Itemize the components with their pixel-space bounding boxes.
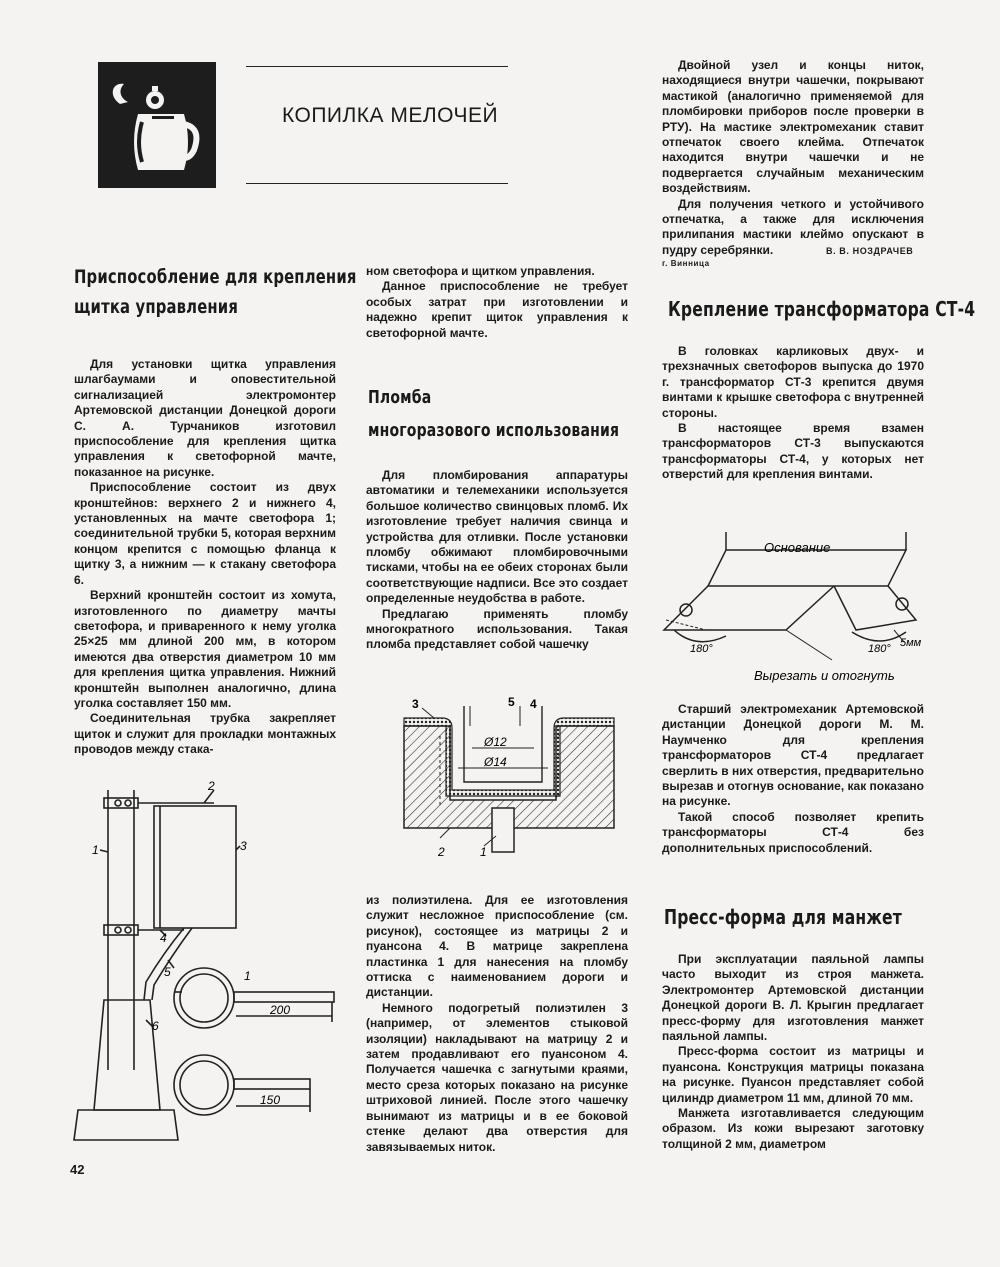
paragraph: Пресс-форма состоит из матрицы и пуансона. Конструкция матрицы показана на рисунке. Пуансон представляет собой цилиндр диаметром 11 мм, длиной 70 мм.: [662, 1044, 924, 1105]
figure-label: 6: [152, 1019, 159, 1033]
dimension-150: 150: [260, 1093, 281, 1107]
article2-body: [366, 468, 628, 653]
article4-title: Пресс-форма для манжет: [664, 905, 902, 929]
page-number: 42: [70, 1162, 85, 1177]
header-rule-top: [246, 66, 508, 67]
paragraph: Соединительная трубка закрепляет щиток и служит для прокладки монтажных проводов между стака-: [74, 711, 336, 757]
header-logo: [98, 62, 216, 188]
figure-label-angle: 180°: [868, 643, 891, 655]
article2-title-line1: Пломба: [368, 387, 432, 408]
paragraph: Такой способ позволяет крепить трансформаторы СТ-4 без дополнительных приспособлений.: [662, 809, 924, 855]
dimension-d14: Ø14: [484, 755, 507, 769]
figure-label: 5: [164, 965, 171, 979]
paragraph: При эксплуатации паяльной лампы часто выходит из строя манжета. Электромонтер Артемовской дистанции Донецкой дороги В. Л. Крыгин предлагает пресс-форму для изготовления манжет паяльной лампы.: [662, 952, 924, 1044]
figure-label: 4: [530, 697, 537, 711]
figure-label: 4: [160, 931, 167, 945]
paragraph: Приспособление состоит из двух кронштейнов: верхнего 2 и нижнего 4, установленных на мачте светофора 1; соединительной трубки 5, которая верхним концом крепится с помощью фланца к щитку 3, а нижним — к стакану светофора 6.: [74, 480, 336, 587]
paragraph: В настоящее время взамен трансформаторов СТ-3 выпускаются трансформаторы СТ-4, у которых нет отверстий для крепления винтами.: [662, 421, 924, 482]
article3-title: Крепление трансформатора СТ-4: [668, 297, 976, 321]
author-city: г. Винница: [662, 259, 710, 268]
paragraph: Для установки щитка управления шлагбаумами и оповестительной сигнализацией электромонтер Артемовской дистанции Донецкой дороги С. А. Турчаников изготовил приспособление для крепления щитка управления к светофорной мачте, показанное на рисунке.: [74, 357, 336, 479]
paragraph: Двойной узел и концы ниток, находящиеся внутри чашечки, покрывают мастикой (аналогично применяемой для пломбировки приборов после проверки в РТУ). На мастике электромеханик ставит отпечаток своего клейма. Отпечаток находится внутри чашечки и не подвергается случайным механическим воздействиям.: [662, 58, 924, 196]
figure-label: 3: [240, 839, 247, 853]
article1-title-line1: Приспособление для крепления: [74, 266, 357, 288]
paragraph: Старший электромеханик Артемовской дистанции Донецкой дороги М. М. Наумченко для крепления трансформаторов СТ-4 предлагает сверлить в них отверстия, предварительно вырезав и отогнув основание, как показано на рисунке.: [662, 702, 925, 809]
figure-label: 5: [508, 696, 515, 709]
figure-label: 1: [480, 845, 487, 859]
figure-caption: Вырезать и отогнуть: [754, 668, 895, 683]
paragraph: Немного подогретый полиэтилен 3 (например, от элементов стыковой изоляции) накладывают на матрицу 2 и затем продавливают его пуансоном 4. Получается чашечка с загнутыми краями, место среза которых показано на рисунке штриховой линией. После этого чашечку вынимают из матрицы и в ее боковой стенке делают два отверстия для завязываемых ниток.: [366, 1000, 628, 1154]
paragraph: Для пломбирования аппаратуры автоматики и телемеханики используется большое количество свинцовых пломб. Их изготовление требует наличия свинца и устройства для отливки. После установки пломбу обжимают пломбировочными тисками, чтобы на ее обеих сторонах были соответствующие надписи. Все это создает определенные неудобства в работе.: [366, 468, 629, 606]
figure-seal-die: [400, 696, 620, 866]
dimension-d12: Ø12: [484, 735, 507, 749]
article2-title-line2: многоразового использования: [368, 420, 620, 441]
figure-label-base: Основание: [764, 540, 831, 555]
figure-label: 1: [92, 843, 99, 857]
paragraph: Данное приспособление не требует особых затрат при изготовлении и надежно крепит щиток управления к светофорной мачте.: [366, 279, 628, 340]
piggy-bank-kettle-icon: [98, 62, 216, 188]
figure-label-angle: 180°: [690, 643, 713, 655]
article1-body: [74, 357, 336, 758]
article3-body: [662, 344, 924, 483]
article4-body: [662, 952, 924, 1152]
figure-label: 3: [412, 697, 419, 711]
article1-continuation: [366, 264, 628, 341]
paragraph: Верхний кронштейн состоит из хомута, изготовленного по диаметру мачты светофора, и приваренного к нему уголка 25×25 мм длиной 200 мм, в котором имеются два отверстия диаметром 10 мм для крепления щитка управления. Нижний кронштейн выполнен аналогично, длина уголка составляет 150 мм.: [74, 588, 336, 710]
paragraph: Предлагаю применять пломбу многократного использования. Такая пломба представляет собой чашечку: [366, 606, 628, 652]
header-title: КОПИЛКА МЕЛОЧЕЙ: [282, 104, 499, 127]
figure-mast-bracket: [64, 780, 354, 1160]
figure-label: 2: [208, 780, 215, 793]
author-signature: В. В. НОЗДРАЧЕВ: [826, 246, 914, 256]
paragraph: Манжета изготавливается следующим образом. Из кожи вырезают заготовку толщиной 2 мм, диаметром: [662, 1106, 924, 1151]
paragraph: из полиэтилена. Для ее изготовления служит несложное приспособление (см. рисунок), состоящее из матрицы 2 и пуансона 4. В матрице закреплена пластинка 1 для нанесения на пломбу оттиска с наименованием дороги и дистанции.: [366, 893, 628, 1000]
figure-label: 2: [438, 845, 445, 859]
article1-title-line2: щитка управления: [74, 296, 239, 318]
header-rule-bottom: [246, 183, 508, 184]
figure-label: 1: [244, 969, 251, 983]
paragraph: Для получения четкого и устойчивого отпечатка, а также для исключения прилипания мастики клеймо опускают в пудру серебрянки.: [662, 196, 924, 257]
figure-label-size: 5мм: [900, 637, 922, 649]
article2-continuation: [366, 893, 628, 1155]
paragraph: В головках карликовых двух- и трехзначных светофоров выпуска до 1970 г. трансформатор СТ-3 крепится двумя винтами к крышке светофора с внутренней стороны.: [662, 344, 924, 420]
dimension-200: 200: [270, 1003, 291, 1017]
article3-body-after: [662, 702, 924, 856]
article2-ending: [662, 58, 924, 258]
figure-transformer-base: [656, 520, 936, 690]
paragraph: ном светофора и щитком управления.: [366, 264, 595, 278]
